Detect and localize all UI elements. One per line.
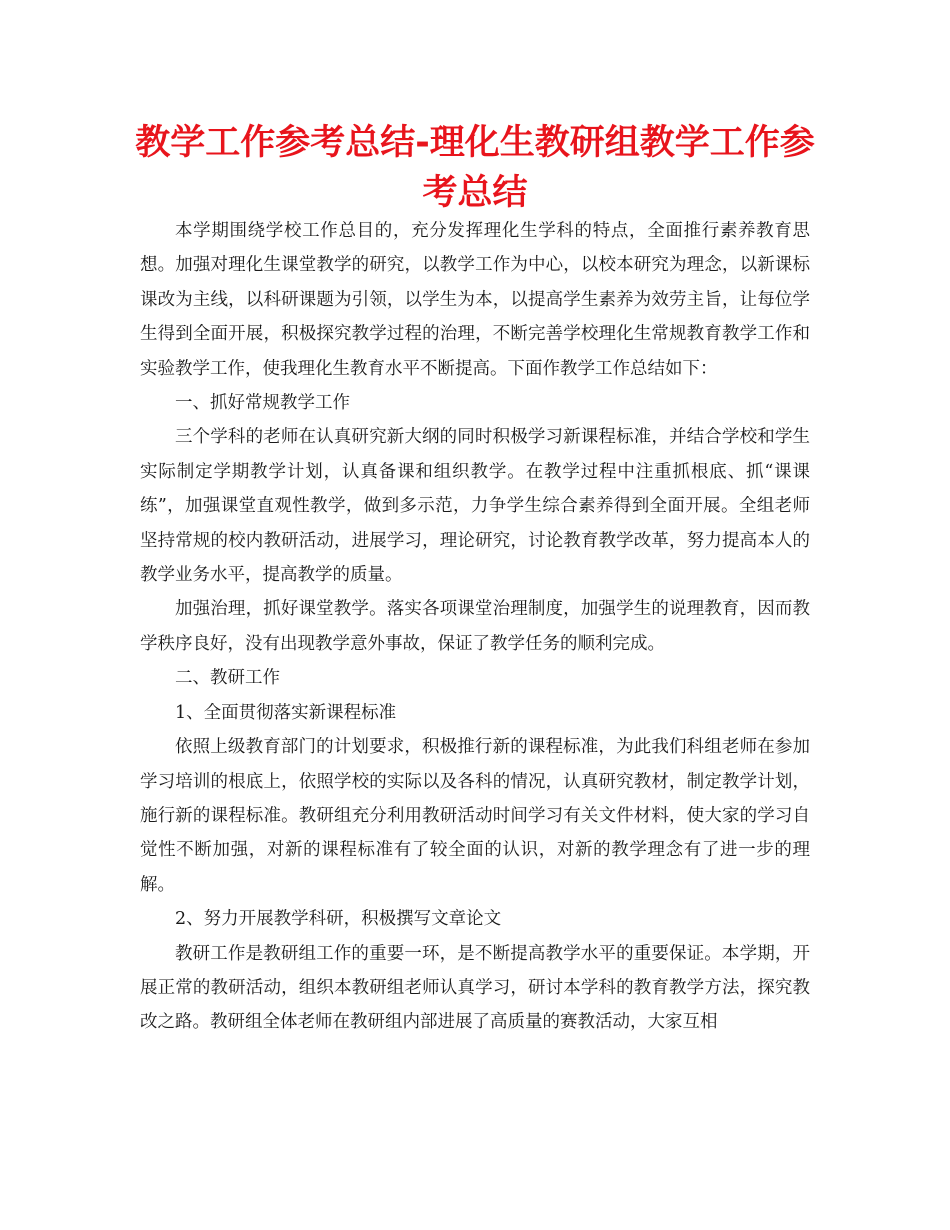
paragraph: 三个学科的老师在认真研究新大纲的同时积极学习新课程标准，并结合学校和学生实际制定学期教学计划，认真备课和组织教学。在教学过程中注重抓根底、抓“课课练”，加强课堂直观性教学，做到多示范，力争学生综合素养得到全面开展。全组老师坚持常规的校内教研活动，进展学习，理论研究，讨论教育教学改革，努力提高本人的教学业务水平，提高教学的质量。 [140, 427, 810, 586]
paragraph: 加强治理，抓好课堂教学。落实各项课堂治理制度，加强学生的说理教育，因而教学秩序良好，没有出现教学意外事故，保证了教学任务的顺利完成。 [140, 599, 810, 654]
paragraph: 教研工作是教研组工作的重要一环，是不断提高教学水平的重要保证。本学期，开展正常的教研活动，组织本教研组老师认真学习，研讨本学科的教育教学方法，探究教改之路。教研组全体老师在教研组内部进展了高质量的赛教活动，大家互相 [140, 943, 810, 1033]
subsection-heading-2: 2、努力开展教学科研，积极撰写文章论文 [175, 909, 502, 930]
paragraph: 依照上级教育部门的计划要求，积极推行新的课程标准，为此我们科组老师在参加学习培训的根底上，依照学校的实际以及各科的情况，认真研究教材，制定教学计划，施行新的课程标准。教研组充分利用教研活动时间学习有关文件材料，使大家的学习自觉性不断加强，对新的课程标准有了较全面的认识，对新的教学理念有了进一步的理解。 [140, 737, 810, 895]
paragraph-intro: 本学期围绕学校工作总目的，充分发挥理化生学科的特点，全面推行素养教育思想。加强对理化生课堂教学的研究，以教学工作为中心，以校本研究为理念，以新课标课改为主线，以科研课题为引领，以学生为本，以提高学生素养为效劳主旨，让每位学生得到全面开展，积极探究教学过程的治理，不断完善学校理化生常规教育教学工作和实验教学工作，使我理化生教育水平不断提高。下面作教学工作总结如下： [140, 221, 810, 379]
subsection-heading-1: 1、全面贯彻落实新课程标准 [175, 702, 397, 723]
section-heading-1: 一、抓好常规教学工作 [175, 393, 350, 414]
document-body [140, 214, 810, 1040]
section-heading-2: 二、教研工作 [175, 668, 280, 689]
document-title: 教学工作参考总结-理化生教研组教学工作参考总结 [135, 123, 815, 213]
